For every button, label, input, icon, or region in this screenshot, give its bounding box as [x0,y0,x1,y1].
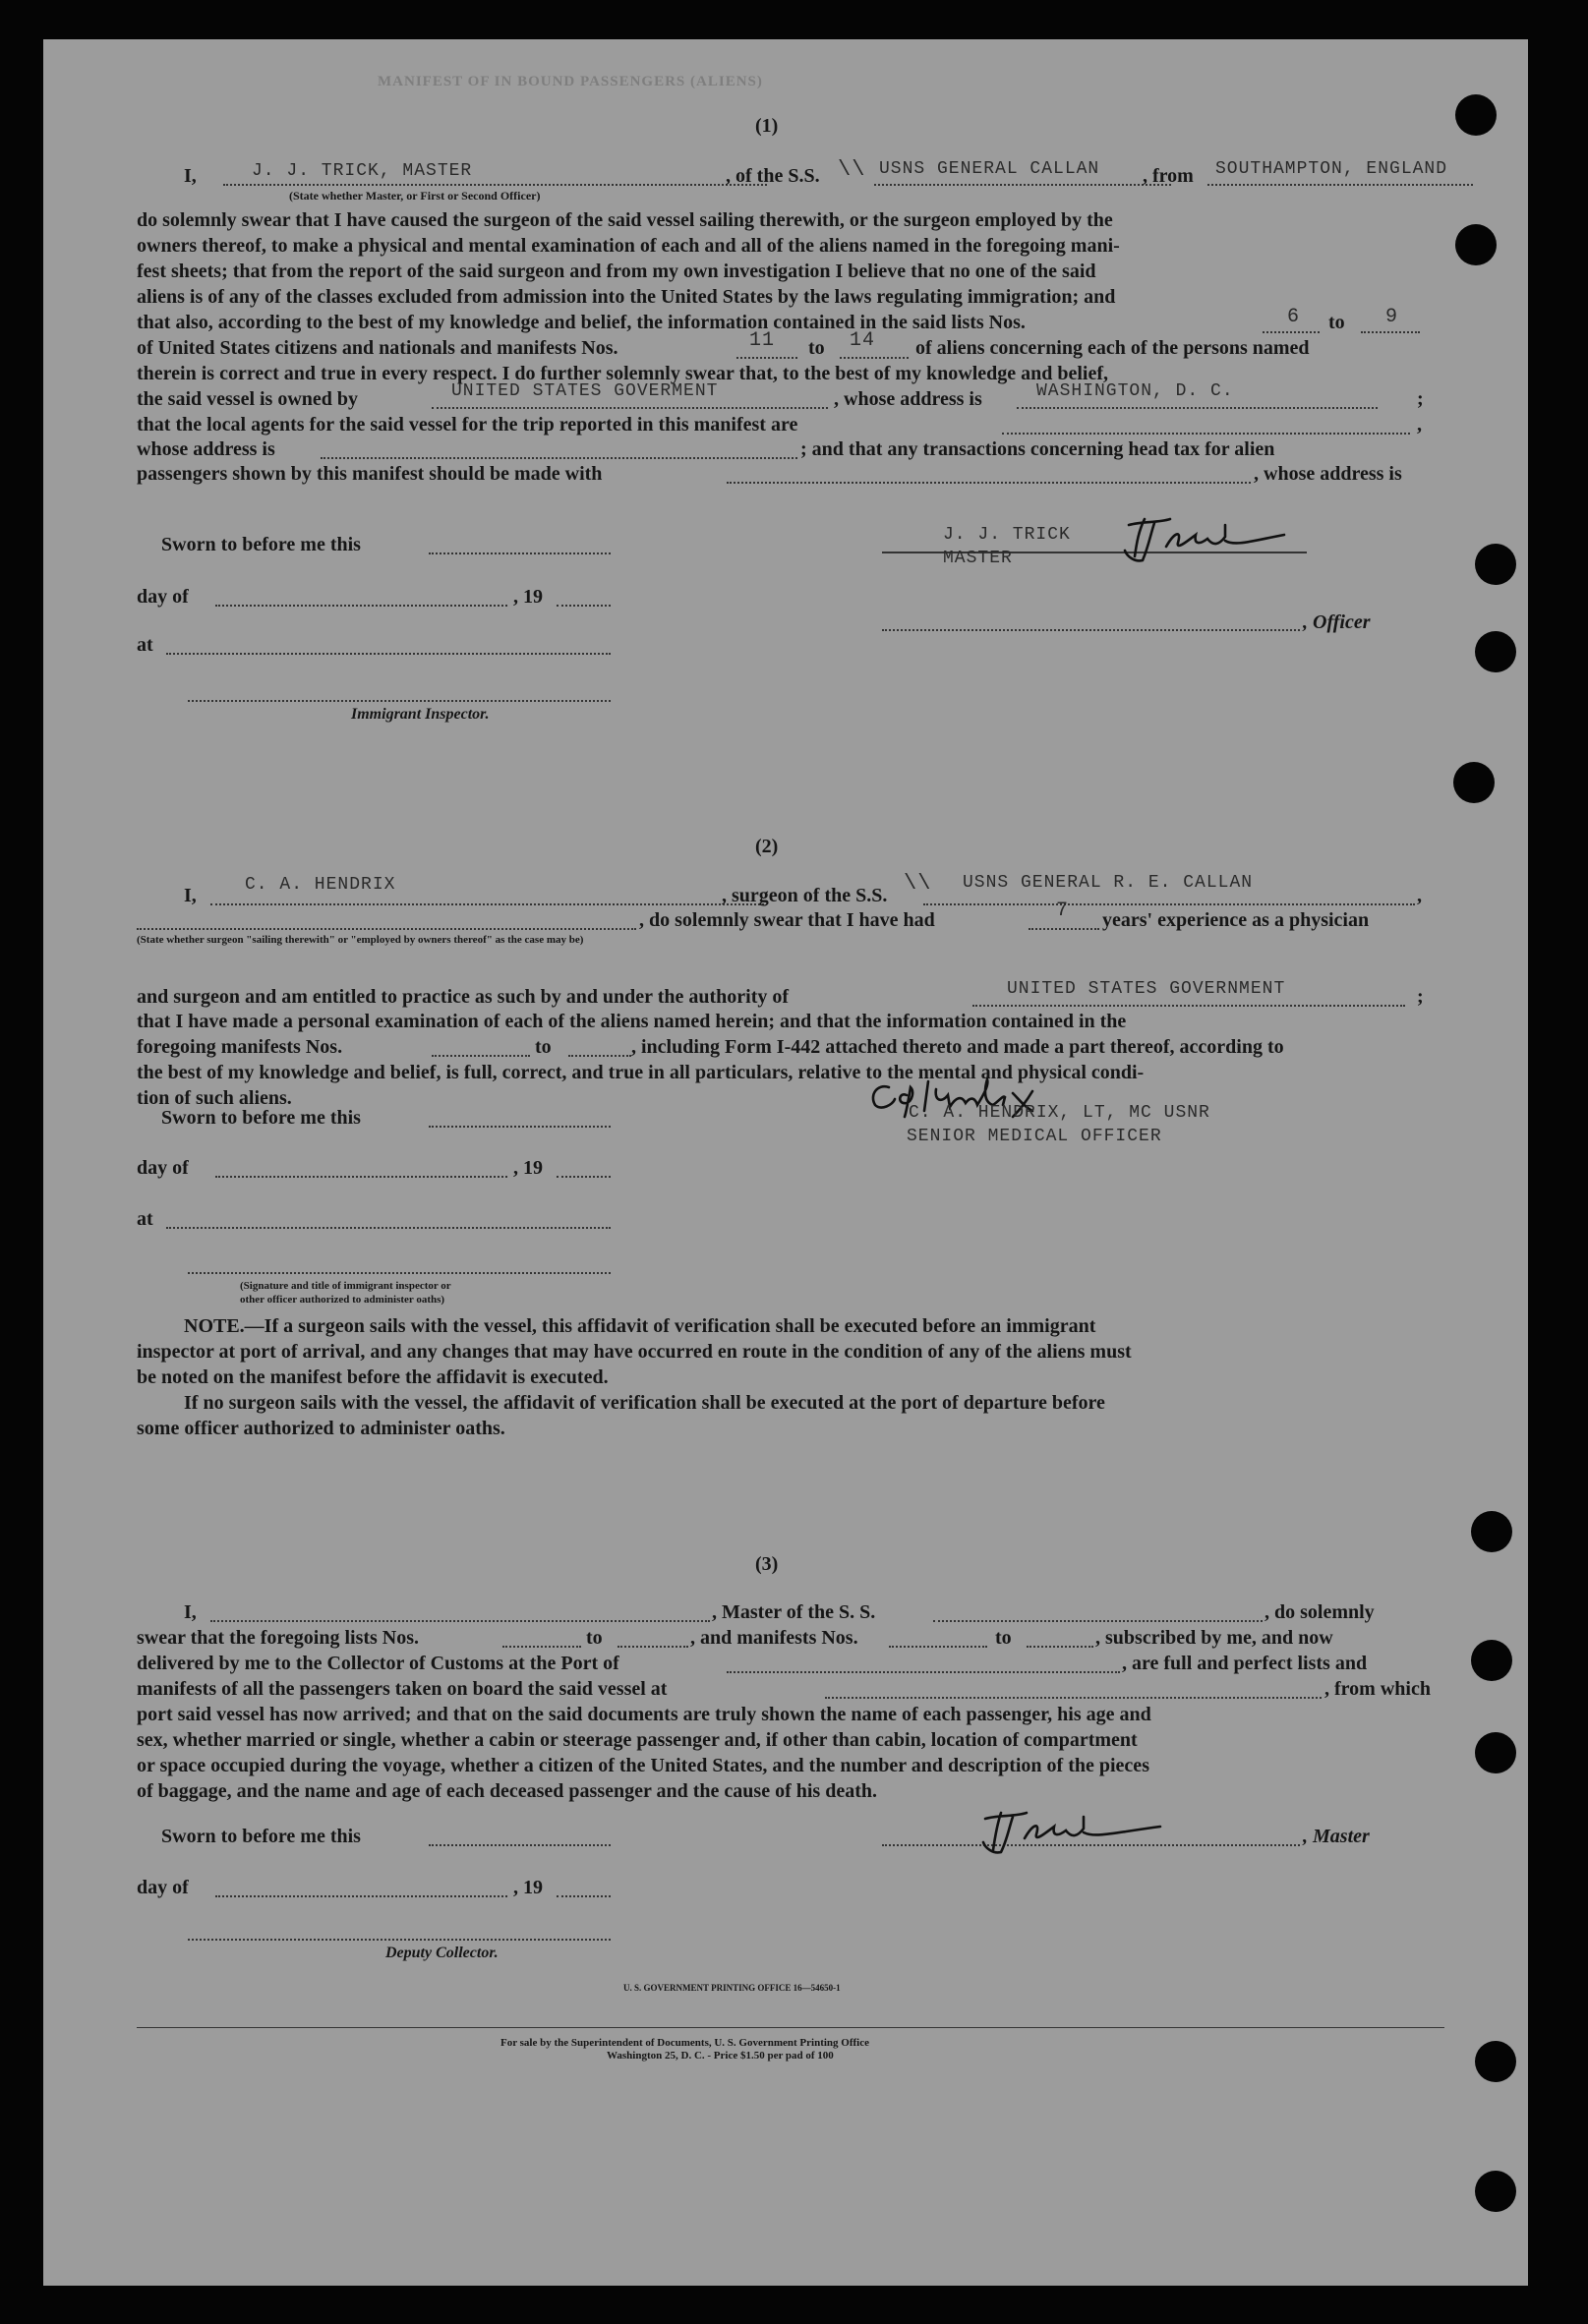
s2-manifests-to-line [568,1055,631,1057]
s3-sworn-line [429,1844,611,1846]
s2-swear-label: , do solemnly swear that I have had [639,909,935,931]
section-2-number: (2) [755,836,779,857]
s2-text-line-6: the best of my knowledge and belief, is full, correct, and true in all particulars, relative to the mental and physical condi- [137,1062,1145,1083]
s2-manifests-label: foregoing manifests Nos. [137,1036,343,1058]
s1-of-ship-label: , of the S.S. [726,165,820,187]
s1-nineteen: , 19 [513,586,543,608]
s1-address-label: , whose address is [834,388,982,410]
s2-to-label: to [535,1036,552,1058]
s2-year-line [557,1176,611,1178]
s1-text-line-8: therein is correct and true in every respect. I do further solemnly swear that, to the best of my knowledge and belief, [137,363,1109,384]
s3-nineteen: , 19 [513,1877,543,1898]
s2-semicolon: ; [1417,986,1424,1008]
s1-text-line-2: do solemnly swear that I have caused the surgeon of the said vessel sailing therewith, or the surgeon employed by the [137,209,1113,231]
s1-i-label: I, [184,165,197,187]
s3-solemnly-label: , do solemnly [1265,1601,1375,1623]
s2-day-of-label: day of [137,1157,189,1179]
s3-text-line-7: or space occupied during the voyage, whether a citizen of the United States, and the number and description of the pieces [137,1755,1149,1776]
s2-sig-hint-2: other officer authorized to administer oaths) [240,1294,445,1306]
s2-years-text: years' experience as a physician [1102,909,1370,931]
s1-to-label-2: to [808,337,825,359]
s2-signer-title: SENIOR MEDICAL OFFICER [907,1127,1162,1146]
s1-from-label: , from [1143,165,1194,187]
s3-to-label-1: to [586,1627,603,1649]
s1-whose-address: , whose address is [1254,463,1402,485]
s1-text-line-5: aliens is of any of the classes excluded from admission into the United States by the laws regulating immigration; and [137,286,1116,308]
s3-day-of-label: day of [137,1877,189,1898]
note-line-5: some officer authorized to administer oaths. [137,1418,505,1439]
s2-at-line [166,1227,611,1229]
s2-authority-label: and surgeon and am entitled to practice as such by and under the authority of [137,986,790,1008]
s3-i-label: I, [184,1601,197,1623]
s3-full-lists-text: , are full and perfect lists and [1122,1653,1368,1674]
s3-master-label: , Master [1303,1826,1370,1847]
s2-inspector-line [188,1272,611,1274]
s1-from-line [1207,184,1473,186]
s2-day-line [215,1176,507,1178]
s1-master-signature [1115,511,1292,565]
s1-man-from: 11 [749,329,776,352]
s1-head-tax-label: passengers shown by this manifest should be made with [137,463,603,485]
s1-semicolon: ; [1417,388,1424,410]
s1-year-line [557,605,611,607]
s1-comma: , [1417,414,1422,436]
s3-text-line-6: sex, whether married or single, whether a cabin or steerage passenger and, if other than cabin, location of compartment [137,1729,1138,1751]
s1-day-of-label: day of [137,586,189,608]
s1-owner: UNITED STATES GOVERMENT [451,381,719,401]
s3-subscribed-text: , subscribed by me, and now [1095,1627,1333,1649]
s3-master-of-label: , Master of the S. S. [712,1601,876,1623]
s1-man-to-line [840,357,909,359]
s1-agents-label: that the local agents for the said vessel for the trip reported in this manifest are [137,414,798,436]
s3-manifests-from-line [889,1646,987,1648]
s3-text-line-5: port said vessel has now arrived; and that on the said documents are truly shown the name of each passenger, his age and [137,1704,1151,1725]
footer-rule [137,2027,1444,2028]
s3-boarded-line [825,1697,1322,1699]
s3-day-line [215,1895,507,1897]
s2-nineteen: , 19 [513,1157,543,1179]
punch-hole [1475,2171,1516,2212]
s1-to-label-1: to [1328,312,1345,333]
s2-authority-line [972,1005,1405,1007]
section-1-number: (1) [755,115,779,137]
s1-master-name: J. J. TRICK, MASTER [252,161,473,181]
s2-ship-name: USNS GENERAL R. E. CALLAN [963,873,1254,893]
section-3-number: (3) [755,1553,779,1575]
s1-head-tax-line [727,482,1251,484]
s1-inspector-line [188,700,611,702]
s3-text-line-8: of baggage, and the name and age of each deceased passenger and the cause of his death. [137,1780,877,1802]
s3-boarded-label: manifests of all the passengers taken on board the said vessel at [137,1678,668,1700]
s2-sig-hint-1: (Signature and title of immigrant inspector or [240,1280,451,1292]
s1-agents-line [1002,433,1410,435]
s1-owner-address: WASHINGTON, D. C. [1036,381,1234,401]
s3-deputy-label: Deputy Collector. [385,1945,499,1961]
s1-inspector-label: Immigrant Inspector. [351,706,490,723]
s3-lists-label: swear that the foregoing lists Nos. [137,1627,420,1649]
s1-man-from-line [736,357,797,359]
s3-year-line [557,1895,611,1897]
s1-ship-line [874,184,1171,186]
punch-hole [1475,544,1516,585]
s2-surgeon-of-label: , surgeon of the S.S. [722,885,888,906]
s2-surgeon-name-line [210,903,764,905]
s3-port-label: delivered by me to the Collector of Customs at the Port of [137,1653,619,1674]
punch-hole [1475,631,1516,672]
s3-port-line [727,1671,1120,1673]
s1-ship-prefix: \\ [838,157,866,182]
s3-lists-to-line [618,1646,688,1648]
s3-ship-line [933,1620,1263,1622]
s2-sworn-label: Sworn to before me this [161,1107,361,1129]
s1-ship-name: USNS GENERAL CALLAN [879,159,1100,179]
s2-text-line-7: tion of such aliens. [137,1087,292,1109]
s1-lists-to-line [1361,331,1420,333]
s1-officer-line [882,629,1300,631]
s1-agent-address-line [321,457,797,459]
footer-sale-line-2: Washington 25, D. C. - Price $1.50 per pad of 100 [607,2050,834,2062]
s2-sworn-line [429,1126,611,1128]
s1-at-label: at [137,634,153,656]
s3-manifests-to-line [1027,1646,1093,1648]
note-line-3: be noted on the manifest before the affidavit is executed. [137,1366,609,1388]
note-line-4: If no surgeon sails with the vessel, the affidavit of verification shall be executed at the port of departure before [184,1392,1105,1414]
punch-hole [1455,224,1497,265]
s1-man-to: 14 [850,329,876,352]
s1-signer-name: J. J. TRICK [943,525,1071,545]
punch-hole [1471,1511,1512,1552]
s3-lists-from-line [502,1646,581,1648]
punch-hole [1453,762,1495,803]
s1-head-tax-text: ; and that any transactions concerning head tax for alien [800,438,1275,460]
s2-surgeon-name: C. A. HENDRIX [245,875,396,895]
s1-text-line-4: fest sheets; that from the report of the said surgeon and from my own investigation I believe that no one of the said [137,261,1096,282]
s2-text-line-4: that I have made a personal examination of each of the aliens named herein; and that the information contained in the [137,1011,1127,1032]
s2-sailing-line [137,928,636,930]
s2-years-line [1029,928,1099,930]
s2-ship-line [923,903,1415,905]
s1-lists-to: 9 [1385,306,1399,328]
s3-deputy-line [188,1939,611,1941]
s1-day-line [215,605,507,607]
punch-hole [1471,1640,1512,1681]
s2-form-text: , including Form I-442 attached thereto and made a part thereof, according to [631,1036,1284,1058]
s3-from-which: , from which [1324,1678,1431,1700]
s2-comma: , [1417,885,1422,906]
punch-hole [1475,2041,1516,2082]
s1-text-line-6: that also, according to the best of my knowledge and belief, the information contained in the said lists Nos. [137,312,1026,333]
s2-manifests-from-line [432,1055,530,1057]
faded-header: MANIFEST OF IN BOUND PASSENGERS (ALIENS) [378,74,763,89]
form-page [43,39,1528,2286]
note-line-1: NOTE.—If a surgeon sails with the vessel, this affidavit of verification shall be executed before an immigrant [184,1315,1096,1337]
s3-to-label-2: to [995,1627,1012,1649]
s1-owner-line [432,407,828,409]
s3-master-signature [977,1807,1174,1856]
s1-owner-label: the said vessel is owned by [137,388,359,410]
s1-text-line-7a: of United States citizens and nationals and manifests Nos. [137,337,618,359]
punch-hole [1475,1732,1516,1773]
s1-text-line-7b: of aliens concerning each of the persons named [915,337,1310,359]
s1-master-hint: (State whether Master, or First or Second Officer) [289,189,541,203]
s3-master-name-line [210,1620,710,1622]
s1-owner-address-line [1017,407,1378,409]
s2-i-label: I, [184,885,197,906]
punch-hole [1455,94,1497,136]
s2-years: 7 [1056,900,1070,922]
s2-signer-name: C. A. HENDRIX, LT, MC USNR [909,1103,1210,1123]
s2-at-label: at [137,1208,153,1230]
s1-sworn-label: Sworn to before me this [161,534,361,555]
s1-agent-address-label: whose address is [137,438,275,460]
s1-officer-label: , Officer [1303,611,1371,633]
s1-master-name-line [223,184,767,186]
s1-signer-title: MASTER [943,549,1013,568]
s3-sworn-label: Sworn to before me this [161,1826,361,1847]
s1-from-port: SOUTHAMPTON, ENGLAND [1215,159,1448,179]
s1-text-line-3: owners thereof, to make a physical and mental examination of each and all of the aliens named in the foregoing mani- [137,235,1120,257]
note-line-2: inspector at port of arrival, and any changes that may have occurred en route in the condition of any of the aliens must [137,1341,1132,1363]
s2-authority: UNITED STATES GOVERNMENT [1007,979,1286,999]
footer-sale-line-1: For sale by the Superintendent of Documents, U. S. Government Printing Office [500,2037,869,2049]
s1-sworn-line [429,552,611,554]
footer-gpo: U. S. GOVERNMENT PRINTING OFFICE 16—54650-1 [623,1983,841,1993]
s1-at-line [166,653,611,655]
s1-lists-from: 6 [1287,306,1301,328]
s2-surgeon-hint: (State whether surgeon "sailing therewith" or "employed by owners thereof" as the case may be) [137,934,584,946]
s2-ship-prefix: \\ [904,871,932,896]
s3-manifests-label: , and manifests Nos. [690,1627,858,1649]
s1-lists-from-line [1263,331,1320,333]
